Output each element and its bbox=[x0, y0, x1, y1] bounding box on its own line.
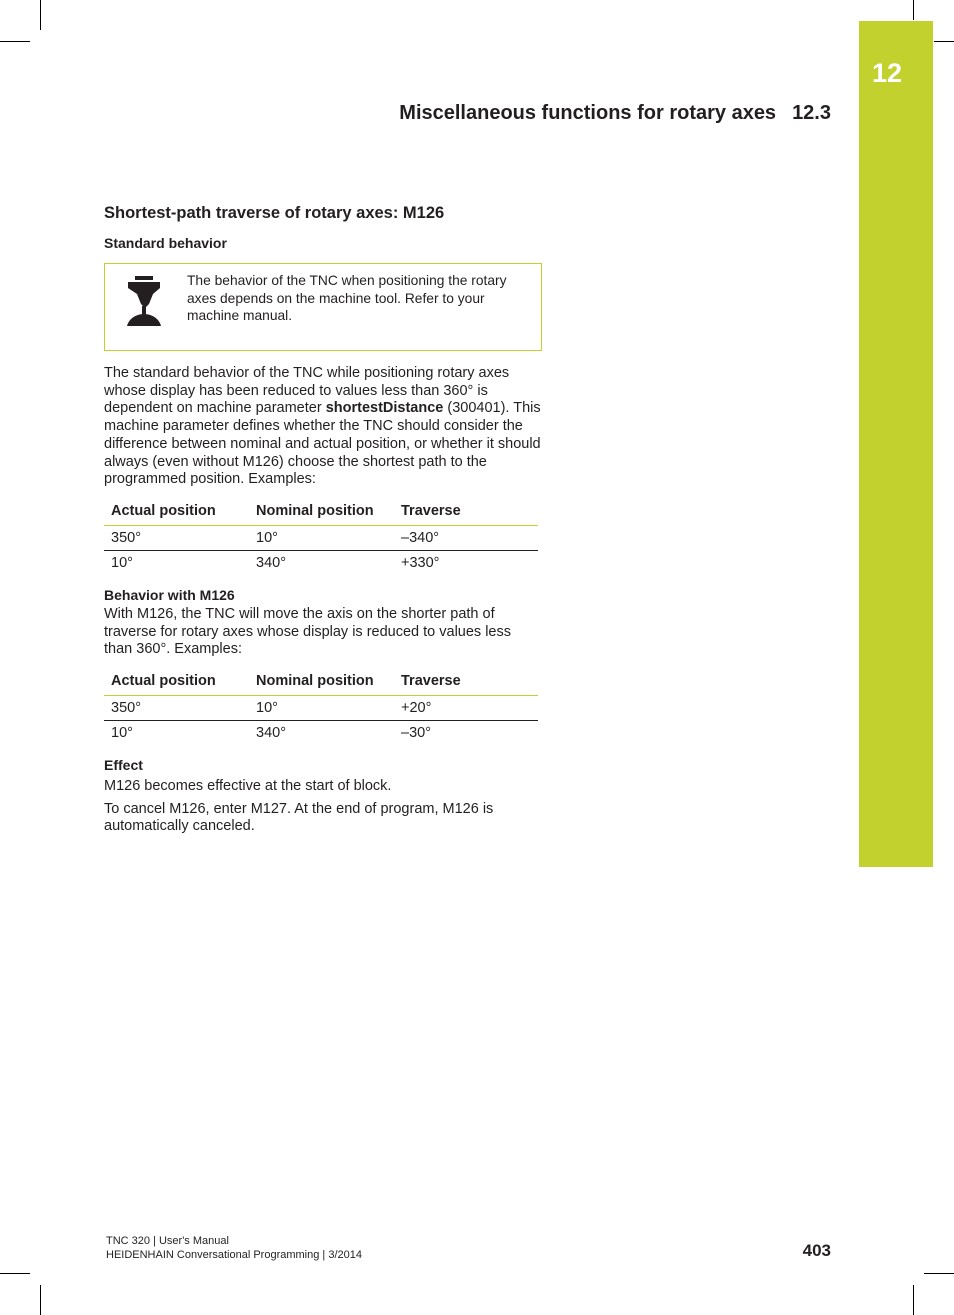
subheading-standard: Standard behavior bbox=[104, 235, 227, 251]
subheading-effect: Effect bbox=[104, 757, 143, 774]
table-cell: –30° bbox=[401, 725, 431, 742]
standard-table bbox=[104, 497, 538, 575]
table-header-row bbox=[104, 667, 538, 696]
table-cell: 350° bbox=[111, 529, 141, 546]
table-row bbox=[104, 550, 538, 575]
table-cell: +330° bbox=[401, 554, 440, 571]
crop-mark bbox=[924, 1273, 954, 1274]
crop-mark bbox=[913, 1285, 914, 1315]
table-cell: 340° bbox=[256, 554, 286, 571]
column-header: Nominal position bbox=[256, 502, 374, 519]
header-title: Miscellaneous functions for rotary axes bbox=[399, 102, 777, 124]
table-row bbox=[104, 525, 538, 550]
crop-mark bbox=[913, 0, 914, 20]
effect-paragraph-1: M126 becomes effective at the start of block. bbox=[104, 778, 392, 795]
section-heading: Shortest-path traverse of rotary axes: M126 bbox=[104, 204, 445, 222]
chapter-tab bbox=[859, 21, 933, 867]
standard-paragraph bbox=[104, 365, 542, 489]
column-header: Traverse bbox=[401, 502, 461, 519]
crop-mark bbox=[934, 41, 954, 42]
crop-mark bbox=[40, 1285, 41, 1315]
table-cell: 10° bbox=[111, 725, 133, 742]
footer-line-2: HEIDENHAIN Conversational Programming | 3/2014 bbox=[106, 1249, 362, 1261]
table-cell: 350° bbox=[111, 700, 141, 717]
column-header: Nominal position bbox=[256, 673, 374, 690]
column-header: Traverse bbox=[401, 673, 461, 690]
page-content bbox=[104, 204, 542, 836]
table-header-row bbox=[104, 497, 538, 526]
subheading-m126: Behavior with M126 bbox=[104, 586, 235, 603]
table-cell: 10° bbox=[256, 700, 278, 717]
chapter-number: 12 bbox=[872, 58, 903, 88]
page-number: 403 bbox=[802, 1241, 831, 1260]
standard-paragraph-b: (300401). This machine parameter defines whether the TNC should consider the difference between nominal and actual position, or whether it should always (even without M126) choose the shortest path to the programmed position. Examples: bbox=[104, 400, 541, 488]
crop-mark bbox=[0, 41, 30, 42]
m126-table bbox=[104, 667, 538, 745]
crop-mark bbox=[40, 0, 41, 30]
running-header bbox=[399, 102, 831, 125]
table-cell: 340° bbox=[256, 725, 286, 742]
footer bbox=[106, 1234, 362, 1262]
parameter-name: shortestDistance bbox=[325, 400, 444, 417]
footer-line-1: TNC 320 | User's Manual bbox=[106, 1235, 229, 1247]
table-cell: 10° bbox=[256, 529, 278, 546]
standard-paragraph-a: The standard behavior of the TNC while positioning rotary axes whose display has been reduced to values less than 360° is dependent on machine parameter bbox=[104, 365, 510, 417]
machine-tool-icon bbox=[125, 276, 163, 328]
effect-paragraph-2: To cancel M126, enter M127. At the end of program, M126 is automatically canceled. bbox=[104, 800, 494, 835]
table-cell: 10° bbox=[111, 554, 133, 571]
table-row bbox=[104, 696, 538, 721]
table-cell: –340° bbox=[401, 529, 440, 546]
crop-mark bbox=[0, 1273, 30, 1274]
column-header: Actual position bbox=[111, 673, 216, 690]
m126-paragraph: With M126, the TNC will move the axis on the shorter path of traverse for rotary axes whose display is reduced to values less than 360°. Examples: bbox=[104, 605, 511, 658]
machine-note-box bbox=[104, 263, 542, 351]
note-text: The behavior of the TNC when positioning the rotary axes depends on the machine tool. Refer to your machine manual. bbox=[187, 273, 507, 323]
header-section: 12.3 bbox=[792, 102, 831, 124]
table-cell: +20° bbox=[401, 700, 432, 717]
table-row bbox=[104, 721, 538, 746]
column-header: Actual position bbox=[111, 502, 216, 519]
